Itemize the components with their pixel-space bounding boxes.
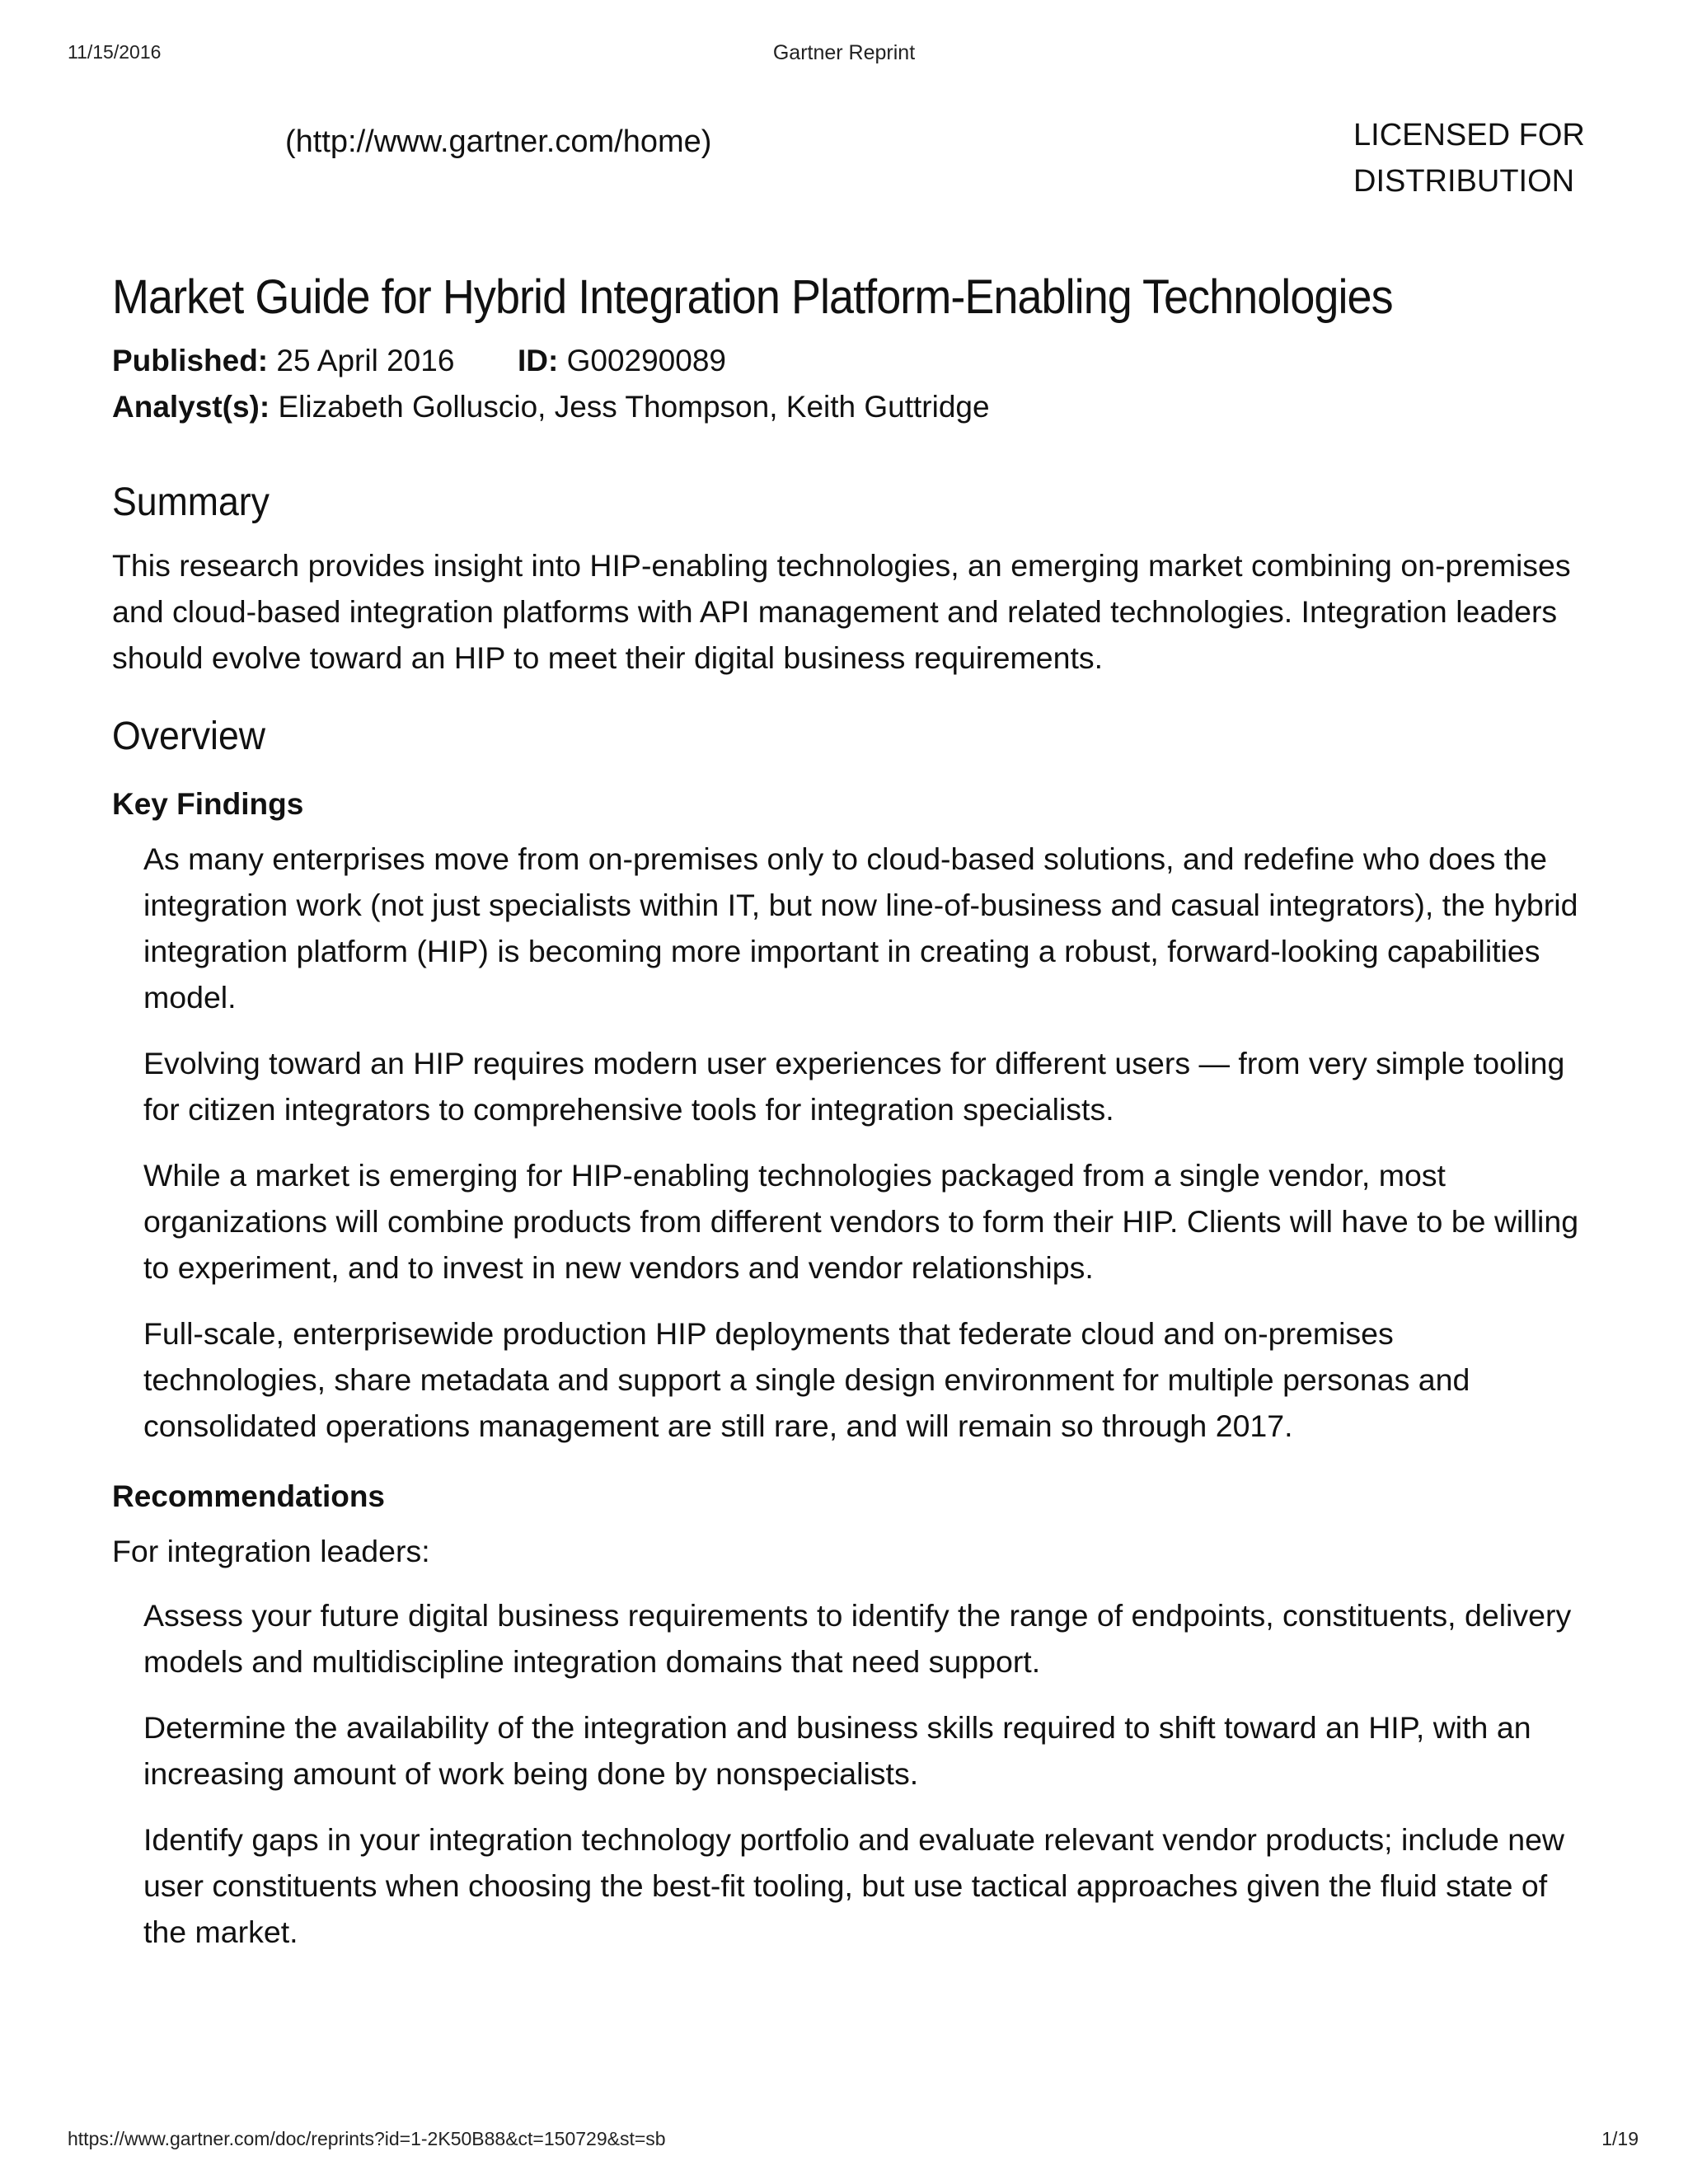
key-findings-heading: Key Findings xyxy=(112,787,304,821)
license-notice xyxy=(1353,112,1625,204)
license-line-1: LICENSED FOR xyxy=(1353,118,1585,152)
summary-text: This research provides insight into HIP-enabling technologies, an emerging market combining on-premises and cloud-based integration platforms with API management and related technologies. Integration leaders should evolve toward an HIP to meet their digital business requirements. xyxy=(112,548,1571,675)
recommendations-heading: Recommendations xyxy=(112,1479,386,1513)
print-page-number: 1/19 xyxy=(1601,2128,1639,2149)
print-date: 11/15/2016 xyxy=(68,41,162,63)
document-id: G00290089 xyxy=(566,344,726,377)
license-line-2: DISTRIBUTION xyxy=(1353,164,1575,199)
key-finding-item: While a market is emerging for HIP-enabling technologies packaged from a single vendor, most organizations will combine products from different vendors to form their HIP. Clients will have to be willing to experiment, and to invest in new vendors and vendor relationships. xyxy=(143,1158,1579,1285)
analysts-meta xyxy=(112,384,1579,430)
recommendations-intro: For integration leaders: xyxy=(112,1534,430,1568)
gartner-home-link[interactable]: (http://www.gartner.com/home) xyxy=(285,124,712,159)
document-title: Market Guide for Hybrid Integration Platform-Enabling Technologies xyxy=(112,270,1393,324)
analysts-label: Analyst(s): xyxy=(112,390,270,424)
key-finding-item: Full-scale, enterprisewide production HIP deployments that federate cloud and on-premises technologies, share metadata and support a single design environment for multiple personas and consolidated operations management are still rare, and will remain so through 2017. xyxy=(143,1316,1470,1443)
id-label: ID: xyxy=(517,344,559,377)
print-url: https://www.gartner.com/doc/reprints?id=1-2K50B88&ct=150729&st=sb xyxy=(68,2128,666,2149)
key-finding-item: As many enterprises move from on-premises only to cloud-based solutions, and redefine who does the integration work (not just specialists within IT, but now line-of-business and casual integrators), the hybrid integration platform (HIP) is becoming more important in creating a robust, forward-looking capabilities model. xyxy=(143,841,1578,1015)
analysts-names: Elizabeth Golluscio, Jess Thompson, Keith Guttridge xyxy=(278,390,990,424)
document-body xyxy=(112,269,1579,1975)
published-label: Published: xyxy=(112,344,269,377)
recommendation-item: Assess your future digital business requirements to identify the range of endpoints, constituents, delivery models and multidiscipline integration domains that need support. xyxy=(143,1598,1572,1679)
recommendation-item: Identify gaps in your integration technology portfolio and evaluate relevant vendor products; include new user constituents when choosing the best-fit tooling, but use tactical approaches given the fluid state of the market. xyxy=(143,1822,1565,1949)
publication-meta xyxy=(112,338,1579,384)
summary-heading: Summary xyxy=(112,480,270,524)
key-finding-item: Evolving toward an HIP requires modern user experiences for different users — from very simple tooling for citizen integrators to comprehensive tools for integration specialists. xyxy=(143,1046,1565,1127)
overview-heading: Overview xyxy=(112,715,266,758)
recommendations-list xyxy=(112,1592,1579,1955)
print-page-title: Gartner Reprint xyxy=(772,41,916,64)
published-date: 25 April 2016 xyxy=(276,344,455,377)
key-findings-list xyxy=(112,836,1579,1449)
recommendation-item: Determine the availability of the integration and business skills required to shift toward an HIP, with an increasing amount of work being done by nonspecialists. xyxy=(143,1710,1531,1791)
